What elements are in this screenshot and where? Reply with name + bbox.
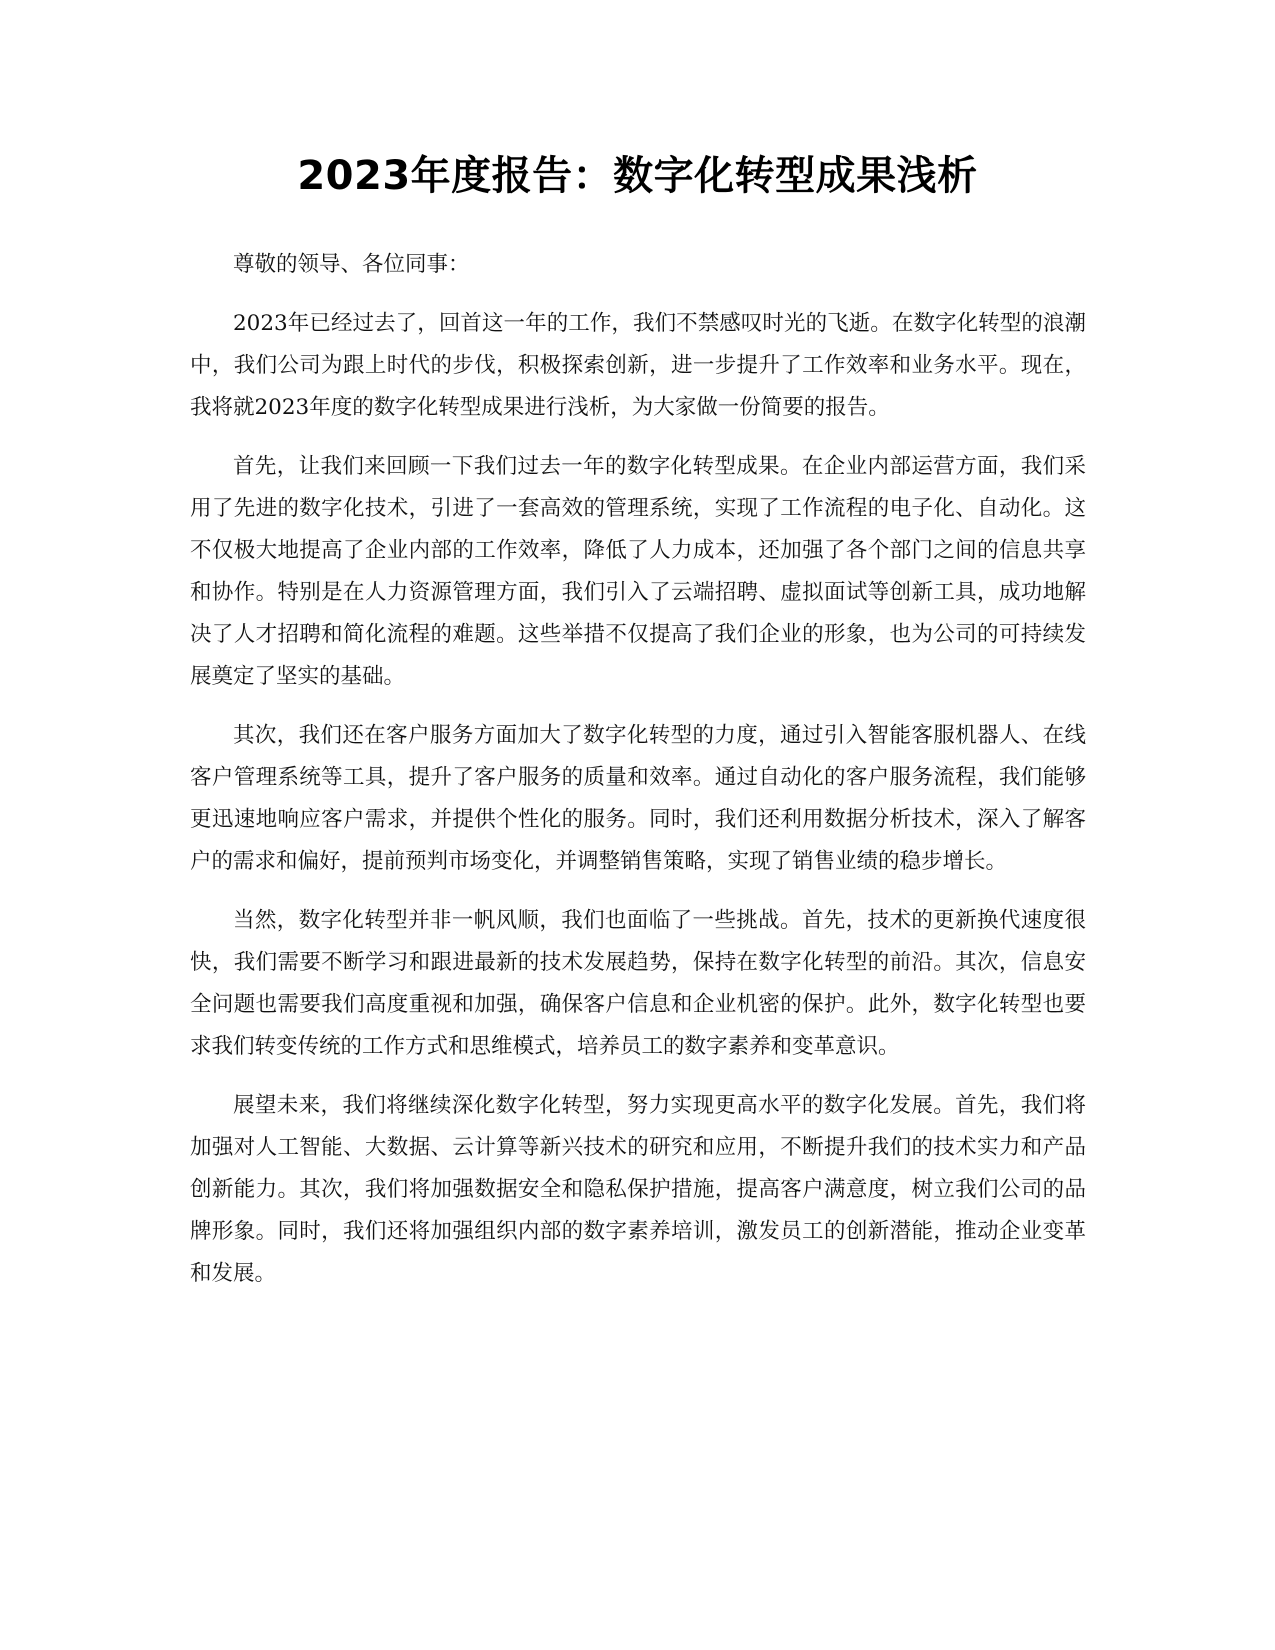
paragraph-internal-operations: 首先，让我们来回顾一下我们过去一年的数字化转型成果。在企业内部运营方面，我们采用了先进的数字化技术，引进了一套高效的管理系统，实现了工作流程的电子化、自动化。这不仅极大地提高了企业内部的工作效率，降低了人力成本，还加强了各个部门之间的信息共享和协作。特别是在人力资源管理方面，我们引入了云端招聘、虚拟面试等创新工具，成功地解决了人才招聘和简化流程的难题。这些举措不仅提高了我们企业的形象，也为公司的可持续发展奠定了坚实的基础。 bbox=[190, 454, 1086, 689]
document-title: 2023年度报告：数字化转型成果浅析 bbox=[297, 153, 978, 199]
salutation: 尊敬的领导、各位同事： bbox=[233, 252, 470, 277]
paragraph-customer-service: 其次，我们还在客户服务方面加大了数字化转型的力度，通过引入智能客服机器人、在线客户管理系统等工具，提升了客户服务的质量和效率。通过自动化的客户服务流程，我们能够更迅速地响应客户需求，并提供个性化的服务。同时，我们还利用数据分析技术，深入了解客户的需求和偏好，提前预判市场变化，并调整销售策略，实现了销售业绩的稳步增长。 bbox=[190, 723, 1086, 874]
paragraph-challenges: 当然，数字化转型并非一帆风顺，我们也面临了一些挑战。首先，技术的更新换代速度很快，我们需要不断学习和跟进最新的技术发展趋势，保持在数字化转型的前沿。其次，信息安全问题也需要我们高度重视和加强，确保客户信息和企业机密的保护。此外，数字化转型也要求我们转变传统的工作方式和思维模式，培养员工的数字素养和变革意识。 bbox=[190, 908, 1086, 1059]
paragraph-intro: 2023年已经过去了，回首这一年的工作，我们不禁感叹时光的飞逝。在数字化转型的浪潮中，我们公司为跟上时代的步伐，积极探索创新，进一步提升了工作效率和业务水平。现在，我将就2023年度的数字化转型成果进行浅析，为大家做一份简要的报告。 bbox=[190, 311, 1086, 420]
paragraph-outlook: 展望未来，我们将继续深化数字化转型，努力实现更高水平的数字化发展。首先，我们将加强对人工智能、大数据、云计算等新兴技术的研究和应用，不断提升我们的技术实力和产品创新能力。其次，我们将加强数据安全和隐私保护措施，提高客户满意度，树立我们公司的品牌形象。同时，我们还将加强组织内部的数字素养培训，激发员工的创新潜能，推动企业变革和发展。 bbox=[190, 1093, 1086, 1286]
document-body bbox=[190, 244, 1086, 1312]
